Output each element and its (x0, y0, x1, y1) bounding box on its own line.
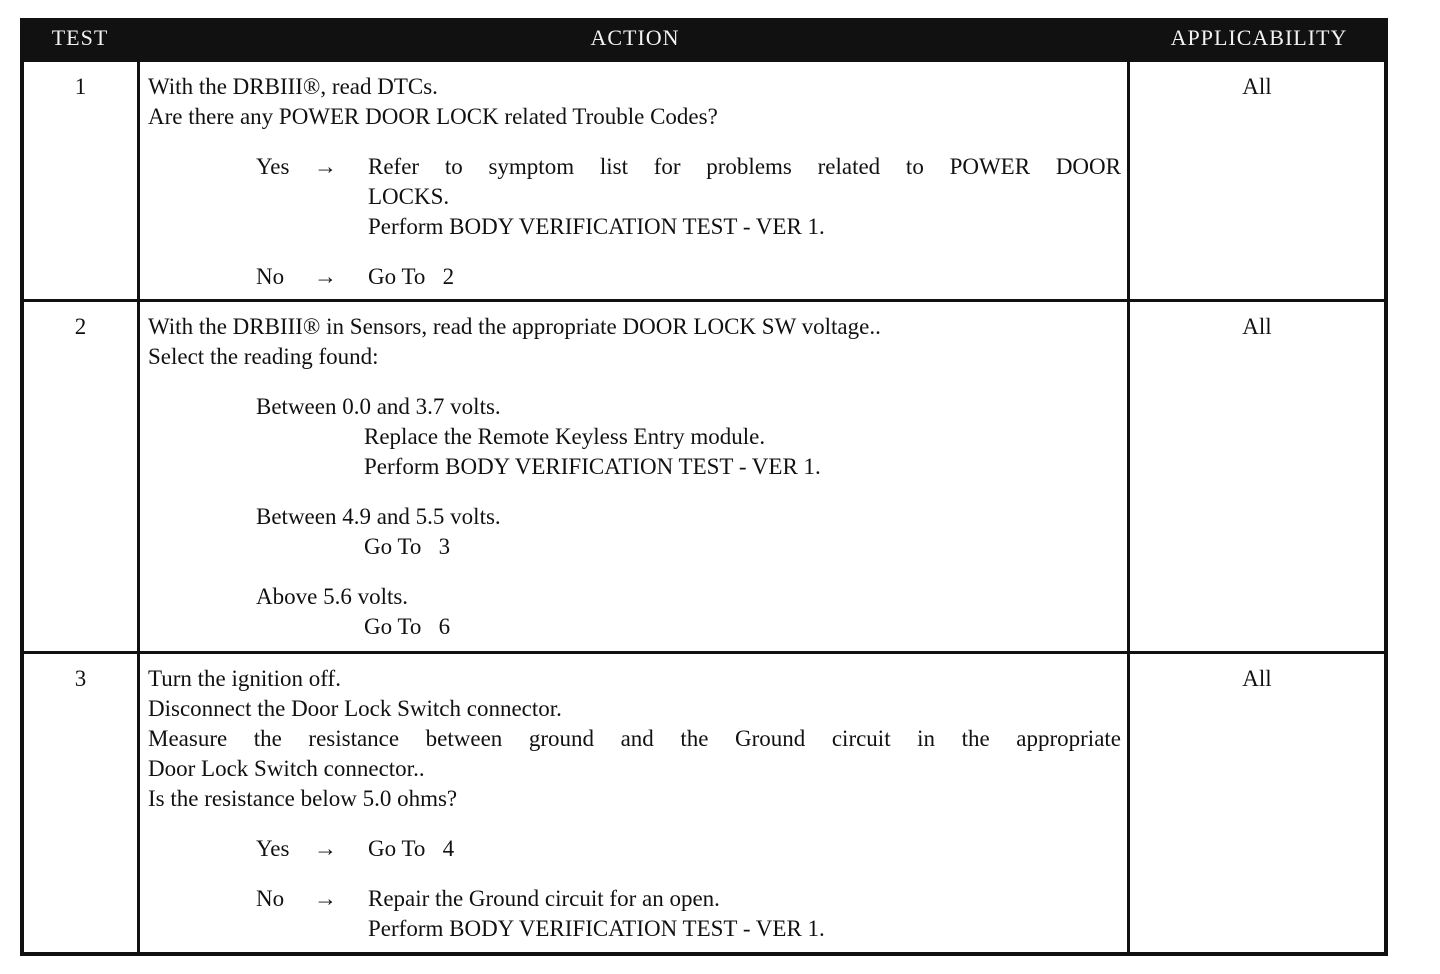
answer-yes (256, 152, 1121, 242)
answer-line: Perform BODY VERIFICATION TEST - VER 1. (368, 916, 825, 941)
answer-yes (256, 834, 1121, 864)
selection-option (256, 502, 1121, 562)
selection-title: Between 0.0 and 3.7 volts. (256, 394, 501, 419)
answer-label: Yes (256, 836, 290, 861)
arrow-icon: → (314, 264, 337, 289)
header-test: TEST (51, 25, 109, 50)
answer-no (256, 884, 1121, 944)
header-applicability: APPLICABILITY (1170, 25, 1348, 50)
applicability-cell: All (1242, 314, 1272, 339)
action-line: Disconnect the Door Lock Switch connector. (148, 696, 562, 721)
selection-option (256, 582, 1121, 642)
action-line: With the DRBIII® in Sensors, read the appropriate DOOR LOCK SW voltage.. (148, 314, 881, 339)
answer-line: Refer to symptom list for problems related to POWER DOOR (368, 154, 1121, 179)
answer-label: Yes (256, 154, 290, 179)
answer-line: Go To 2 (368, 264, 455, 289)
applicability-cell: All (1242, 666, 1272, 691)
action-line: Select the reading found: (148, 344, 379, 369)
selection-line: Replace the Remote Keyless Entry module. (364, 424, 766, 449)
action-cell (140, 302, 1130, 651)
action-cell (140, 654, 1130, 952)
table-row (20, 62, 1388, 302)
answer-line: Repair the Ground circuit for an open. (368, 886, 720, 911)
table-header (20, 18, 1388, 62)
selection-title: Above 5.6 volts. (256, 584, 409, 609)
table-row (20, 654, 1388, 956)
arrow-icon: → (314, 886, 337, 911)
selection-title: Between 4.9 and 5.5 volts. (256, 504, 501, 529)
selection-option (256, 392, 1121, 482)
answer-no (256, 262, 1121, 292)
answer-line: Go To 4 (368, 836, 455, 861)
arrow-icon: → (314, 154, 337, 179)
test-number: 1 (24, 62, 140, 299)
answer-line: Perform BODY VERIFICATION TEST - VER 1. (368, 214, 825, 239)
applicability-cell: All (1242, 74, 1272, 99)
action-line: Are there any POWER DOOR LOCK related Trouble Codes? (148, 104, 718, 129)
action-line: Turn the ignition off. (148, 666, 341, 691)
answer-line: LOCKS. (368, 184, 450, 209)
action-cell (140, 62, 1130, 299)
answer-label: No (256, 264, 285, 289)
table-row (20, 302, 1388, 654)
selection-line: Perform BODY VERIFICATION TEST - VER 1. (364, 454, 821, 479)
test-number: 3 (24, 654, 140, 952)
test-number: 2 (24, 302, 140, 651)
selection-line: Go To 3 (364, 534, 451, 559)
answer-label: No (256, 886, 285, 911)
action-line: Door Lock Switch connector.. (148, 756, 425, 781)
arrow-icon: → (314, 836, 337, 861)
diagnostic-test-table (20, 18, 1388, 956)
action-line: With the DRBIII®, read DTCs. (148, 74, 438, 99)
action-line: Is the resistance below 5.0 ohms? (148, 786, 458, 811)
selection-line: Go To 6 (364, 614, 451, 639)
header-action: ACTION (590, 25, 680, 50)
action-line: Measure the resistance between ground and the Ground circuit in the appropriate (148, 726, 1121, 751)
